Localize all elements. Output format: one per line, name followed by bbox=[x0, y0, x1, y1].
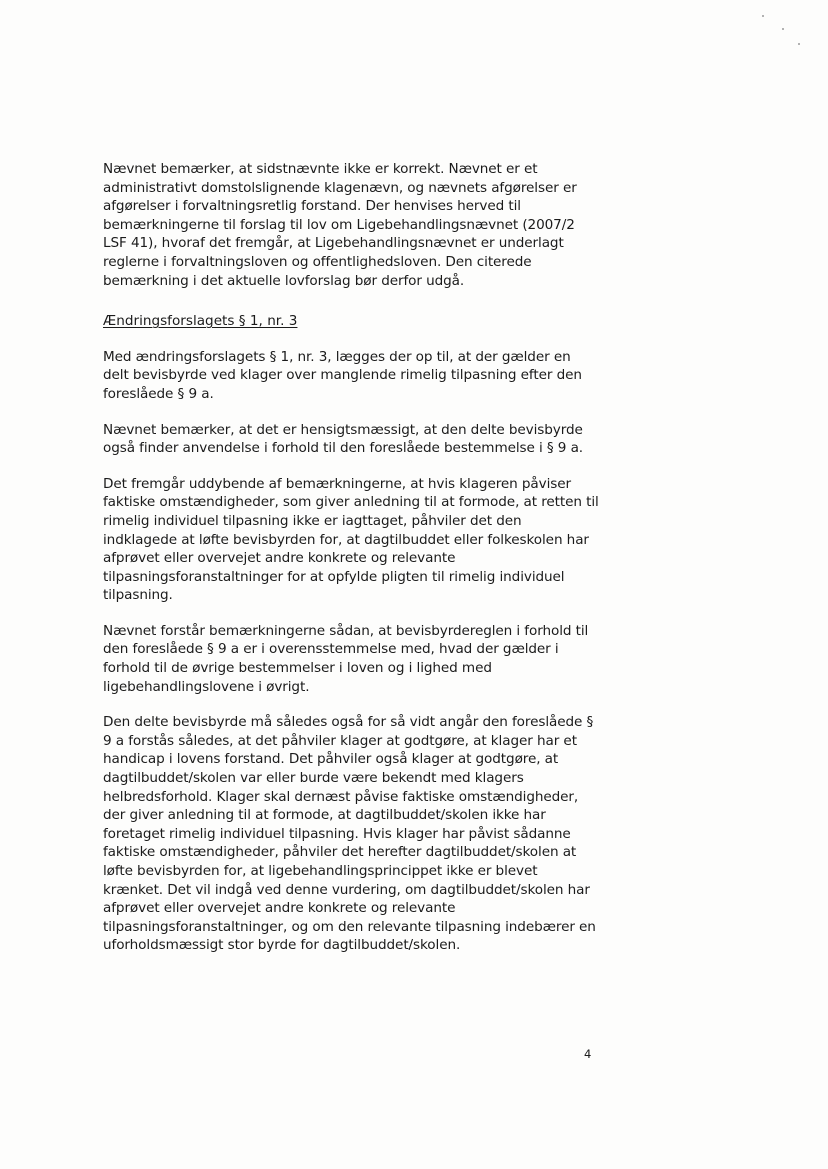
scan-speck bbox=[798, 43, 800, 45]
scan-speck bbox=[762, 15, 764, 17]
section-heading: Ændringsforslagets § 1, nr. 3 bbox=[103, 313, 298, 330]
body-paragraph: Nævnet forstår bemærkningerne sådan, at bevisbyrdereglen i forhold til den foreslåede § 9 a er i overensstemmelse med, hvad der gælder i forhold til de øvrige bestemmelser i loven og i lighed med ligebehandlingslovene i øvrigt. bbox=[103, 622, 589, 695]
body-paragraph: Nævnet bemærker, at sidstnævnte ikke er korrekt. Nævnet er et administrativt domstolslignende klagenævn, og nævnets afgørelser er afgørelser i forvaltningsretlig forstand. Der henvises herved til bemærkningerne til forslag til lov om Ligebehandlingsnævnet (2007/2 LSF 41), hvoraf det fremgår, at Ligebehandlingsnævnet er underlagt reglerne i forvaltningsloven og offentlighedsloven. Den citerede bemærkning i det aktuelle lovforslag bør derfor udgå. bbox=[103, 161, 577, 289]
body-paragraph: Nævnet bemærker, at det er hensigtsmæssigt, at den delte bevisbyrde også finder anvendelse i forhold til den foreslåede bestemmelse i § 9 a. bbox=[103, 421, 584, 457]
page-number: 4 bbox=[584, 1047, 592, 1061]
body-paragraph: Den delte bevisbyrde må således også for så vidt angår den foreslåede § 9 a forstås således, at det påhviler klager at godtgøre, at klager har et handicap i lovens forstand. Det påhviler også klager at godtgøre, at dagtilbuddet/skolen var eller burde være bekendt med klagers helbredsforhold. Klager skal dernæst påvise faktiske omstændigheder, der giver anledning til at formode, at dagtilbuddet/skolen ikke har foretaget rimelig individuel tilpasning. Hvis klager har påvist sådanne faktiske omstændigheder, påhviler det herefter dagtilbuddet/skolen at løfte bevisbyrden for, at ligebehandlingsprincippet ikke er blevet krænket. Det vil indgå ved denne vurdering, om dagtilbuddet/skolen har afprøvet eller overvejet andre konkrete og relevante tilpasningsforanstaltninger, og om den relevante tilpasning indebærer en uforholdsmæssigt stor byrde for dagtilbuddet/skolen. bbox=[103, 714, 596, 954]
body-paragraph: Med ændringsforslagets § 1, nr. 3, lægges der op til, at der gælder en delt bevisbyrde ved klager over manglende rimelig tilpasning efter den foreslåede § 9 a. bbox=[103, 348, 582, 402]
body-paragraph: Det fremgår uddybende af bemærkningerne, at hvis klageren påviser faktiske omstændigheder, som giver anledning til at formode, at retten til rimelig individuel tilpasning ikke er iagttaget, påhviler det den indklagede at løfte bevisbyrden for, at dagtilbuddet eller folkeskolen har afprøvet eller overvejet andre konkrete og relevante tilpasningsforanstaltninger for at opfylde pligten til rimelig individuel tilpasning. bbox=[103, 475, 599, 604]
scan-speck bbox=[782, 28, 784, 30]
document-body bbox=[103, 160, 599, 955]
